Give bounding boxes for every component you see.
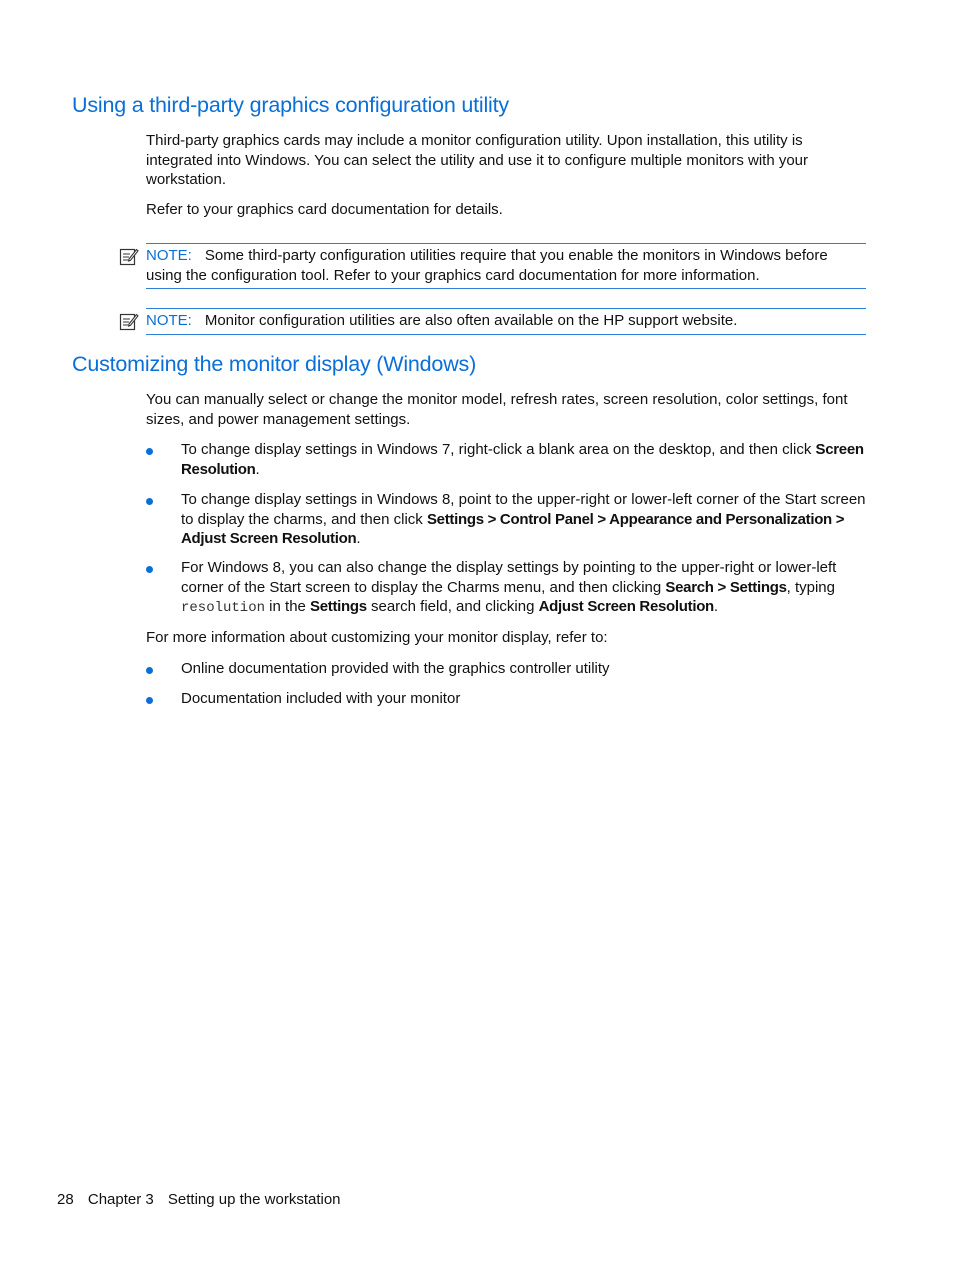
list-item <box>146 440 868 479</box>
page-footer <box>57 1191 351 1208</box>
code-text: resolution <box>181 600 266 616</box>
list-text: To change display settings in Windows 7, right-click a blank area on the desktop, and then click <box>181 441 816 458</box>
list-text: . <box>356 530 361 547</box>
bullet-icon <box>146 566 153 573</box>
list-item <box>146 558 868 619</box>
ui-term: Adjust Screen Resolution <box>538 598 714 615</box>
note-text: Monitor configuration utilities are also often available on the HP support website. <box>204 312 738 329</box>
paragraph: For more information about customizing your monitor display, refer to: <box>146 629 608 646</box>
section-heading: Using a third-party graphics configuration utility <box>72 93 509 117</box>
list-text: search field, and clicking <box>366 598 539 615</box>
list-text: . <box>255 460 260 478</box>
bullet-icon <box>146 448 153 455</box>
page-number: 28 <box>57 1191 74 1208</box>
ui-term: Screen Resolution <box>181 441 864 478</box>
list-text: in the <box>265 598 311 615</box>
note-label: NOTE: <box>146 312 192 329</box>
ui-term: Settings <box>310 598 367 615</box>
list-text: Documentation included with your monitor <box>181 690 461 707</box>
bullet-icon <box>146 697 153 704</box>
ui-term: Settings > Control Panel > Appearance and Personalization > Adjust Screen Resolution <box>181 510 845 547</box>
bullet-icon <box>146 667 153 674</box>
paragraph: You can manually select or change the monitor model, refresh rates, screen resolution, color settings, font sizes, and power management settings. <box>146 391 848 428</box>
ui-term: Search > Settings <box>665 578 787 596</box>
note-text: Some third-party configuration utilities require that you enable the monitors in Windows before using the configuration tool. Refer to your graphics card documentation for more information. <box>146 247 828 284</box>
note-box <box>146 308 866 335</box>
list-text: To change display settings in Windows 8, point to the upper-right or lower-left corner of the Start screen to display the charms, and then click <box>181 491 866 528</box>
list-text: , typing <box>786 578 835 596</box>
note-pencil-icon <box>119 246 139 266</box>
note-box <box>146 243 866 289</box>
note-pencil-icon <box>119 311 139 331</box>
paragraph: Third-party graphics cards may include a monitor configuration utility. Upon installation, this utility is integrated into Windows. You can select the utility and use it to configure multiple monitors with your workstation. <box>146 132 809 188</box>
chapter-label: Chapter 3 <box>87 1191 154 1208</box>
list-item <box>146 689 868 709</box>
bullet-icon <box>146 498 153 505</box>
list-item <box>146 490 868 549</box>
list-text: . <box>713 598 719 615</box>
list-text: Online documentation provided with the graphics controller utility <box>181 660 610 677</box>
section-heading: Customizing the monitor display (Windows) <box>72 352 477 376</box>
list-text: For Windows 8, you can also change the display settings by pointing to the upper-right or lower-left corner of the Start screen to display the Charms menu, and then clicking <box>181 559 837 596</box>
paragraph: Refer to your graphics card documentation for details. <box>146 201 503 218</box>
note-label: NOTE: <box>146 247 192 264</box>
chapter-title: Setting up the workstation <box>167 1191 341 1208</box>
list-item <box>146 659 868 679</box>
